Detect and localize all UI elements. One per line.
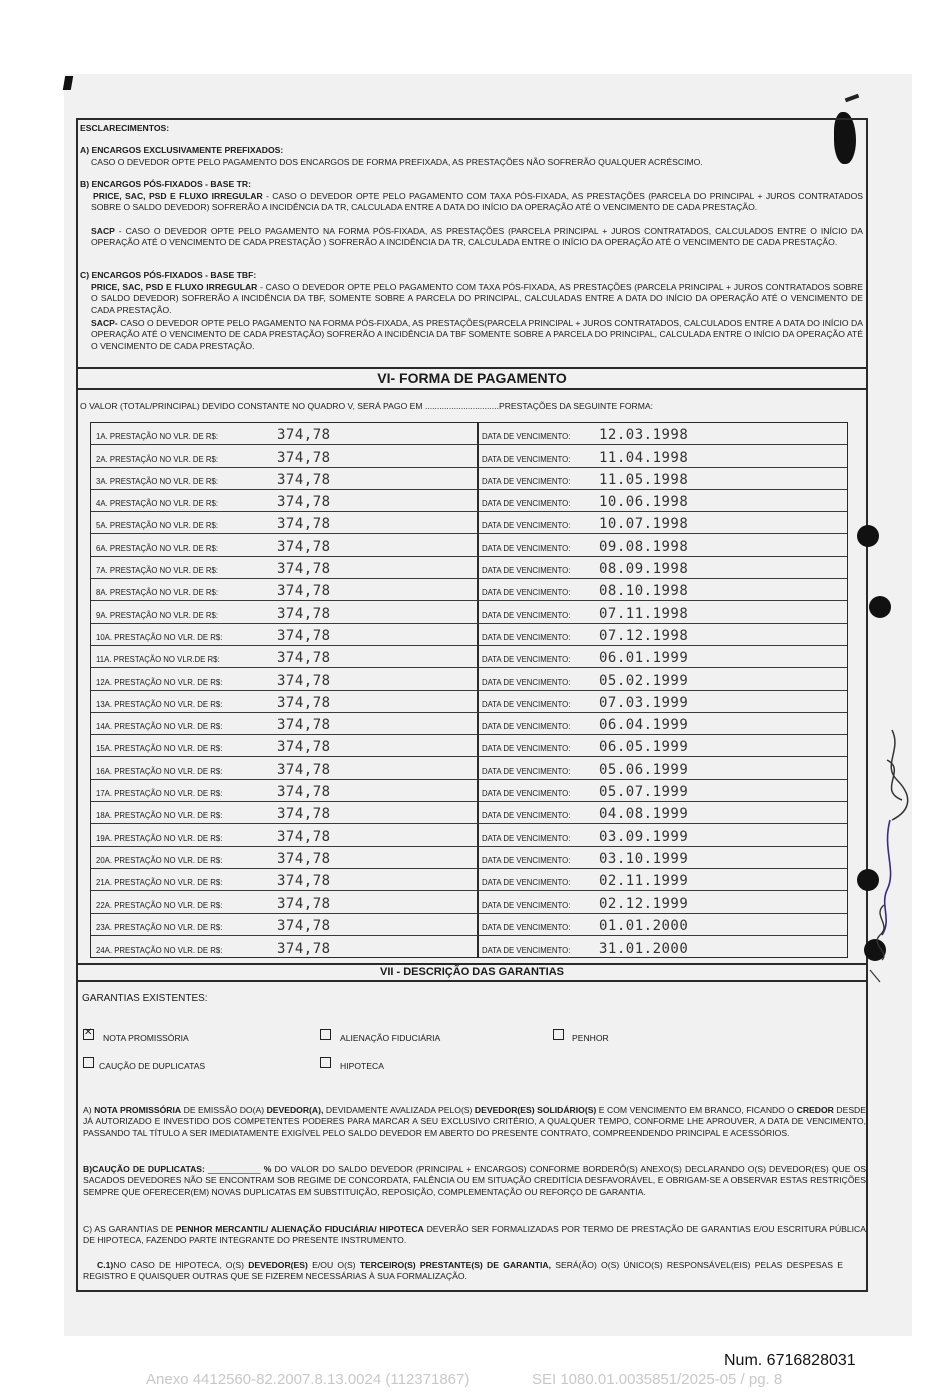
- text-run: DE EMISSÃO DO(A): [181, 1105, 267, 1115]
- due-date-label: DATA DE VENCIMENTO:: [482, 878, 571, 888]
- due-date-value: 05.02.1999: [599, 672, 689, 689]
- installment-label: 8A. PRESTAÇÃO NO VLR. DE R$:: [96, 588, 219, 598]
- clarification-c-sacp-head: SACP-: [91, 318, 118, 328]
- text-run: DEVERÃO SER FORMALIZADAS POR TERMO DE PRESTAÇÃO DE GARANTIAS E/OU ESCRITURA PÚBLICA DE HIPOTECA, FAZENDO PARTE INTEGRANTE DO PRESENTE INSTRUMENTO.: [83, 1224, 866, 1246]
- installment-row: [91, 936, 847, 958]
- installment-label: 2A. PRESTAÇÃO NO VLR. DE R$:: [96, 454, 219, 464]
- due-date-value: 11.05.1998: [599, 471, 689, 488]
- clarification-b-sacp: [91, 226, 863, 249]
- installment-row: [91, 713, 847, 735]
- document-number: Num. 6716828031: [724, 1352, 856, 1369]
- text-run: A): [83, 1105, 95, 1115]
- installment-value: 374,78: [277, 471, 331, 488]
- due-date-label: DATA DE VENCIMENTO:: [482, 566, 571, 576]
- installment-row: [91, 579, 847, 601]
- nota-promissoria-checkbox[interactable]: [83, 1029, 94, 1040]
- installment-value: 374,78: [277, 941, 331, 958]
- installment-value: 374,78: [277, 873, 331, 890]
- clarification-b-sacp-text: - CASO O DEVEDOR OPTE PELO PAGAMENTO NA FORMA PÓS-FIXADA, AS PRESTAÇÕES (PARCELA PRINCIPAL + JUROS CONTRATADOS, CALCULADOS ENTRE O INÍCIO DA OPERAÇÃO ATÉ O VENCIMENTO DE CADA PRESTAÇÃO ) SOFRERÃO A INCIDÊNCIA DA TR, CALCULADA ENTRE O INÍCIO DA OPERAÇÃO ATÉ O VENCIMENTO DE CADA PRESTAÇÃO.: [91, 226, 863, 248]
- alienacao-fiduciaria-checkbox[interactable]: [320, 1029, 331, 1040]
- guarantee-paragraph-c1: [83, 1260, 843, 1283]
- installment-row: [91, 869, 847, 891]
- text-run: NO CASO DE HIPOTECA, O(S): [113, 1260, 249, 1270]
- due-date-label: DATA DE VENCIMENTO:: [482, 677, 571, 687]
- installment-row: [91, 624, 847, 646]
- due-date-value: 11.04.1998: [599, 449, 689, 466]
- due-date-label: DATA DE VENCIMENTO:: [482, 476, 571, 486]
- penhor-label: PENHOR: [572, 1033, 609, 1043]
- installment-value: 374,78: [277, 449, 331, 466]
- installment-value: 374,78: [277, 895, 331, 912]
- text-run-bold: DEVEDOR(A),: [266, 1105, 324, 1115]
- installment-row: [91, 512, 847, 534]
- installment-label: 23A. PRESTAÇÃO NO VLR. DE R$:: [96, 922, 223, 932]
- payment-intro-text-end: PRESTAÇÕES DA SEGUINTE FORMA:: [498, 401, 654, 411]
- clarification-b-price: [91, 191, 863, 214]
- punch-hole: [869, 596, 891, 618]
- installment-label: 1A. PRESTAÇÃO NO VLR. DE R$:: [96, 432, 219, 442]
- installment-row: [91, 445, 847, 467]
- installment-value: 374,78: [277, 739, 331, 756]
- text-run-bold: CREDOR: [796, 1105, 834, 1115]
- clarification-b-price-text: - CASO O DEVEDOR OPTE PELO PAGAMENTO COM TAXA PÓS-FIXADA, AS PRESTAÇÕES (PARCELA DO PRINCIPAL + JUROS CONTRATADOS SOBRE O SALDO DEVEDOR) SOFRERÃO A INCIDÊNCIA DA TR, CALCULADA ENTRE A DATA DO INÍCIO DA OPERAÇÃO ATÉ O VENCIMENTO DE CADA PRESTAÇÃO.: [91, 191, 864, 213]
- guarantees-section-title: VII - DESCRIÇÃO DAS GARANTIAS: [380, 966, 564, 978]
- installment-label: 11A. PRESTAÇÃO NO VLR.DE R$:: [96, 655, 220, 665]
- clarification-a-title: A) ENCARGOS EXCLUSIVAMENTE PREFIXADOS:: [80, 145, 284, 155]
- section-divider: [76, 388, 868, 390]
- due-date-label: DATA DE VENCIMENTO:: [482, 454, 571, 464]
- payment-intro: [80, 401, 653, 412]
- due-date-label: DATA DE VENCIMENTO:: [482, 900, 571, 910]
- installment-row: [91, 601, 847, 623]
- text-run: DO VALOR DO SALDO DEVEDOR (PRINCIPAL + ENCARGOS) CONFORME BORDERÔ(S) ANEXO(S) DECLARANDO O(S) DEVEDOR(ES) QUE OS SACADOS DEVEDORES NÃO SE ENCONTRAM SOB REGIME DE CONCORDATA, FALÊNCIA OU EM SITUAÇÃO CREDITÍCIA DESFAVORÁVEL, E OBRIGAM-SE A OBSERVAR ESTAS RESTRIÇÕES SEMPRE QUE OFERECER(EM) NOVAS DUPLICATAS EM SUBSTITUIÇÃO, REPOSIÇÃO, COMPLEMENTAÇÃO OU REFORÇO DE GARANTIA.: [83, 1164, 866, 1197]
- clarification-c-price-text: - CASO O DEVEDOR OPTE PELO PAGAMENTO COM TAXA PÓS-FIXADA, AS PRESTAÇÕES (PARCELA PRINCIPAL + JUROS CONTRATADOS SOBRE O SALDO DEVEDOR) SOFRERÃO A INCIDÊNCIA DA TBF, SOMENTE SOBRE A PARCELA DO PRINCIPAL, CALCULADAS ENTRE A DATA DO INÍCIO DA OPERAÇÃO ATÉ O VENCIMENTO DE CADA PRESTAÇÃO.: [91, 282, 863, 315]
- text-run-bold: C.1): [97, 1260, 114, 1270]
- payment-section-title: VI- FORMA DE PAGAMENTO: [377, 370, 567, 386]
- installment-value: 374,78: [277, 627, 331, 644]
- alienacao-fiduciaria-label: ALIENAÇÃO FIDUCIÁRIA: [340, 1033, 441, 1043]
- due-date-value: 08.10.1998: [599, 583, 689, 600]
- due-date-label: DATA DE VENCIMENTO:: [482, 833, 571, 843]
- sei-reference: SEI 1080.01.0035851/2025-05 / pg. 8: [532, 1371, 783, 1388]
- due-date-label: DATA DE VENCIMENTO:: [482, 499, 571, 509]
- due-date-label: DATA DE VENCIMENTO:: [482, 610, 571, 620]
- due-date-label: DATA DE VENCIMENTO:: [482, 811, 571, 821]
- text-run: SERÁ(ÃO) O(S) ÚNICO(S) RESPONSÁVEL(EIS) PELAS DESPESAS E REGISTRO E QUAISQUER OUTRAS QUE SE FIZEREM NECESSÁRIAS À SUA FORMALIZAÇÃO.: [83, 1260, 843, 1282]
- installment-value: 374,78: [277, 917, 331, 934]
- installment-row: [91, 646, 847, 668]
- installment-value: 374,78: [277, 672, 331, 689]
- installment-label: 21A. PRESTAÇÃO NO VLR. DE R$:: [96, 878, 223, 888]
- due-date-value: 02.11.1999: [599, 873, 689, 890]
- installment-label: 14A. PRESTAÇÃO NO VLR. DE R$:: [96, 722, 223, 732]
- text-run-bold: DEVEDOR(ES): [248, 1260, 308, 1270]
- installment-value: 374,78: [277, 806, 331, 823]
- guarantee-paragraph-c: [83, 1224, 866, 1247]
- installment-label: 13A. PRESTAÇÃO NO VLR. DE R$:: [96, 699, 223, 709]
- due-date-value: 02.12.1999: [599, 895, 689, 912]
- clarification-c-sacp: [91, 318, 863, 352]
- due-date-value: 03.10.1999: [599, 850, 689, 867]
- due-date-label: DATA DE VENCIMENTO:: [482, 766, 571, 776]
- installment-row: [91, 468, 847, 490]
- installment-label: 15A. PRESTAÇÃO NO VLR. DE R$:: [96, 744, 223, 754]
- installment-value: 374,78: [277, 694, 331, 711]
- due-date-value: 09.08.1998: [599, 538, 689, 555]
- installment-label: 18A. PRESTAÇÃO NO VLR. DE R$:: [96, 811, 223, 821]
- due-date-label: DATA DE VENCIMENTO:: [482, 744, 571, 754]
- due-date-label: DATA DE VENCIMENTO:: [482, 588, 571, 598]
- due-date-label: DATA DE VENCIMENTO:: [482, 432, 571, 442]
- installment-value: 374,78: [277, 494, 331, 511]
- clarification-a-text: CASO O DEVEDOR OPTE PELO PAGAMENTO DOS ENCARGOS DE FORMA PREFIXADA, AS PRESTAÇÕES NÃO SOFRERÃO QUALQUER ACRÉSCIMO.: [91, 157, 703, 167]
- installment-row: [91, 802, 847, 824]
- installment-row: [91, 735, 847, 757]
- installment-label: 4A. PRESTAÇÃO NO VLR. DE R$:: [96, 499, 219, 509]
- installment-value: 374,78: [277, 828, 331, 845]
- installment-value: 374,78: [277, 538, 331, 555]
- due-date-value: 03.09.1999: [599, 828, 689, 845]
- clarification-c-price-head: PRICE, SAC, PSD E FLUXO IRREGULAR: [91, 282, 258, 292]
- text-run-bold: %: [263, 1164, 272, 1174]
- installment-value: 374,78: [277, 761, 331, 778]
- installment-label: 17A. PRESTAÇÃO NO VLR. DE R$:: [96, 789, 223, 799]
- text-run: C) AS GARANTIAS DE: [83, 1224, 176, 1234]
- due-date-value: 10.07.1998: [599, 516, 689, 533]
- text-run: DESDE JÁ AUTORIZADO E INVESTIDO DOS COMPETENTES PODERES PARA MARCAR A SEU EXCLUSIVO CRITÉRIO, A QUALQUER TEMPO, CONFORME LHE APROUVER, A DATA DE VENCIMENTO, PASSANDO TAL TÍTULO A SER IMEDIATAMENTE EXIGÍVEL PELO SALDO DEVEDOR EM ABERTO DO PRESENTE CONTRATO, COMPREENDENDO PRINCIPAL E ACESSÓRIOS.: [83, 1105, 866, 1138]
- installment-label: 10A. PRESTAÇÃO NO VLR. DE R$:: [96, 632, 223, 642]
- handwritten-signature: [862, 720, 922, 990]
- installments-count-blank: ...............................: [424, 401, 499, 411]
- section-divider: [76, 963, 868, 965]
- section-divider: [76, 980, 868, 982]
- due-date-value: 08.09.1998: [599, 561, 689, 578]
- penhor-checkbox[interactable]: [553, 1029, 564, 1040]
- installment-row: [91, 847, 847, 869]
- clarification-c-sacp-text: CASO O DEVEDOR OPTE PELO PAGAMENTO NA FORMA PÓS-FIXADA, AS PRESTAÇÕES(PARCELA PRINCIPAL + JUROS CONTRATADOS, CALCULADOS ENTRE A DATA DO INÍCIO DA OPERAÇÃO ATÉ O VENCIMENTO DE CADA PRESTAÇÃO) SOFRERÃO A INCIDÊNCIA DA TBF SOMENTE SOBRE A PARCELA DO PRINCIPAL, CALCULADA ENTRE O INÍCIO DA OPERAÇÃO ATÉ O VENCIMENTO DE CADA PRESTAÇÃO.: [91, 318, 863, 351]
- installment-value: 374,78: [277, 717, 331, 734]
- due-date-value: 10.06.1998: [599, 494, 689, 511]
- due-date-value: 05.07.1999: [599, 784, 689, 801]
- installment-value: 374,78: [277, 427, 331, 444]
- clarification-c-title: C) ENCARGOS PÓS-FIXADOS - BASE TBF:: [80, 270, 257, 280]
- installment-row: [91, 557, 847, 579]
- hipoteca-label: HIPOTECA: [340, 1061, 384, 1071]
- text-run-bold: TERCEIRO(S) PRESTANTE(S) DE GARANTIA,: [359, 1260, 551, 1270]
- due-date-label: DATA DE VENCIMENTO:: [482, 521, 571, 531]
- installment-value: 374,78: [277, 650, 331, 667]
- installment-row: [91, 668, 847, 690]
- guarantee-paragraph-a: [83, 1105, 866, 1139]
- clarifications-title: ESCLARECIMENTOS:: [80, 123, 170, 133]
- caucao-duplicatas-label: CAUÇÃO DE DUPLICATAS: [99, 1061, 206, 1071]
- due-date-value: 07.12.1998: [599, 627, 689, 644]
- text-run: E COM VENCIMENTO EM BRANCO, FICANDO O: [596, 1105, 797, 1115]
- annex-reference: Anexo 4412560-82.2007.8.13.0024 (112371867): [146, 1371, 470, 1388]
- text-run-bold: DEVEDOR(ES) SOLIDÁRIO(S): [474, 1105, 597, 1115]
- due-date-value: 01.01.2000: [599, 917, 689, 934]
- installment-row: [91, 780, 847, 802]
- text-run: E/OU O(S): [307, 1260, 360, 1270]
- text-run: DEVIDAMENTE AVALIZADA PELO(S): [323, 1105, 475, 1115]
- due-date-value: 06.05.1999: [599, 739, 689, 756]
- hipoteca-checkbox[interactable]: [320, 1057, 331, 1068]
- guarantee-paragraph-b: [83, 1164, 866, 1198]
- clarification-b-title: B) ENCARGOS PÓS-FIXADOS - BASE TR:: [80, 179, 251, 189]
- installment-value: 374,78: [277, 850, 331, 867]
- installment-label: 16A. PRESTAÇÃO NO VLR. DE R$:: [96, 766, 223, 776]
- due-date-value: 31.01.2000: [599, 941, 689, 958]
- installment-value: 374,78: [277, 583, 331, 600]
- punch-hole: [857, 525, 879, 547]
- installment-row: [91, 490, 847, 512]
- installment-row: [91, 758, 847, 780]
- installment-row: [91, 423, 847, 445]
- installment-label: 3A. PRESTAÇÃO NO VLR. DE R$:: [96, 476, 219, 486]
- installment-value: 374,78: [277, 561, 331, 578]
- clarification-b-price-head: PRICE, SAC, PSD E FLUXO IRREGULAR: [93, 191, 263, 201]
- installment-label: 7A. PRESTAÇÃO NO VLR. DE R$:: [96, 566, 219, 576]
- installment-value: 374,78: [277, 605, 331, 622]
- due-date-label: DATA DE VENCIMENTO:: [482, 632, 571, 642]
- section-divider: [76, 367, 868, 369]
- installment-label: 20A. PRESTAÇÃO NO VLR. DE R$:: [96, 855, 223, 865]
- existing-guarantees-label: GARANTIAS EXISTENTES:: [82, 993, 208, 1004]
- nota-promissoria-label: NOTA PROMISSÓRIA: [103, 1033, 189, 1043]
- due-date-value: 06.04.1999: [599, 717, 689, 734]
- installment-label: 6A. PRESTAÇÃO NO VLR. DE R$:: [96, 543, 219, 553]
- text-run-bold: NOTA PROMISSÓRIA: [94, 1105, 182, 1115]
- due-date-label: DATA DE VENCIMENTO:: [482, 699, 571, 709]
- installment-row: [91, 535, 847, 557]
- clarification-c-price: [91, 282, 863, 316]
- installment-row: [91, 891, 847, 913]
- installment-label: 5A. PRESTAÇÃO NO VLR. DE R$:: [96, 521, 219, 531]
- due-date-value: 05.06.1999: [599, 761, 689, 778]
- due-date-value: 07.11.1998: [599, 605, 689, 622]
- installment-row: [91, 914, 847, 936]
- text-run-bold: PENHOR MERCANTIL/ ALIENAÇÃO FIDUCIÁRIA/ HIPOTECA: [175, 1224, 424, 1234]
- installment-value: 374,78: [277, 784, 331, 801]
- installments-table: [90, 422, 848, 958]
- due-date-label: DATA DE VENCIMENTO:: [482, 543, 571, 553]
- percent-blank: ___________: [204, 1164, 264, 1174]
- due-date-label: DATA DE VENCIMENTO:: [482, 789, 571, 799]
- due-date-value: 07.03.1999: [599, 694, 689, 711]
- due-date-label: DATA DE VENCIMENTO:: [482, 855, 571, 865]
- due-date-label: DATA DE VENCIMENTO:: [482, 655, 571, 665]
- installment-row: [91, 691, 847, 713]
- installment-label: 22A. PRESTAÇÃO NO VLR. DE R$:: [96, 900, 223, 910]
- caucao-duplicatas-checkbox[interactable]: [83, 1057, 94, 1068]
- text-run-bold: B)CAUÇÃO DE DUPLICATAS:: [83, 1164, 205, 1174]
- installment-label: 24A. PRESTAÇÃO NO VLR. DE R$:: [96, 946, 223, 956]
- due-date-value: 04.08.1999: [599, 806, 689, 823]
- due-date-value: 06.01.1999: [599, 650, 689, 667]
- due-date-label: DATA DE VENCIMENTO:: [482, 946, 571, 956]
- due-date-label: DATA DE VENCIMENTO:: [482, 722, 571, 732]
- installment-row: [91, 824, 847, 846]
- installment-label: 19A. PRESTAÇÃO NO VLR. DE R$:: [96, 833, 223, 843]
- clarification-b-sacp-head: SACP: [91, 226, 115, 236]
- installment-label: 9A. PRESTAÇÃO NO VLR. DE R$:: [96, 610, 219, 620]
- due-date-label: DATA DE VENCIMENTO:: [482, 922, 571, 932]
- installment-label: 12A. PRESTAÇÃO NO VLR. DE R$:: [96, 677, 223, 687]
- payment-intro-text: O VALOR (TOTAL/PRINCIPAL) DEVIDO CONSTANTE NO QUADRO V, SERÁ PAGO EM: [80, 401, 423, 411]
- installment-value: 374,78: [277, 516, 331, 533]
- due-date-value: 12.03.1998: [599, 427, 689, 444]
